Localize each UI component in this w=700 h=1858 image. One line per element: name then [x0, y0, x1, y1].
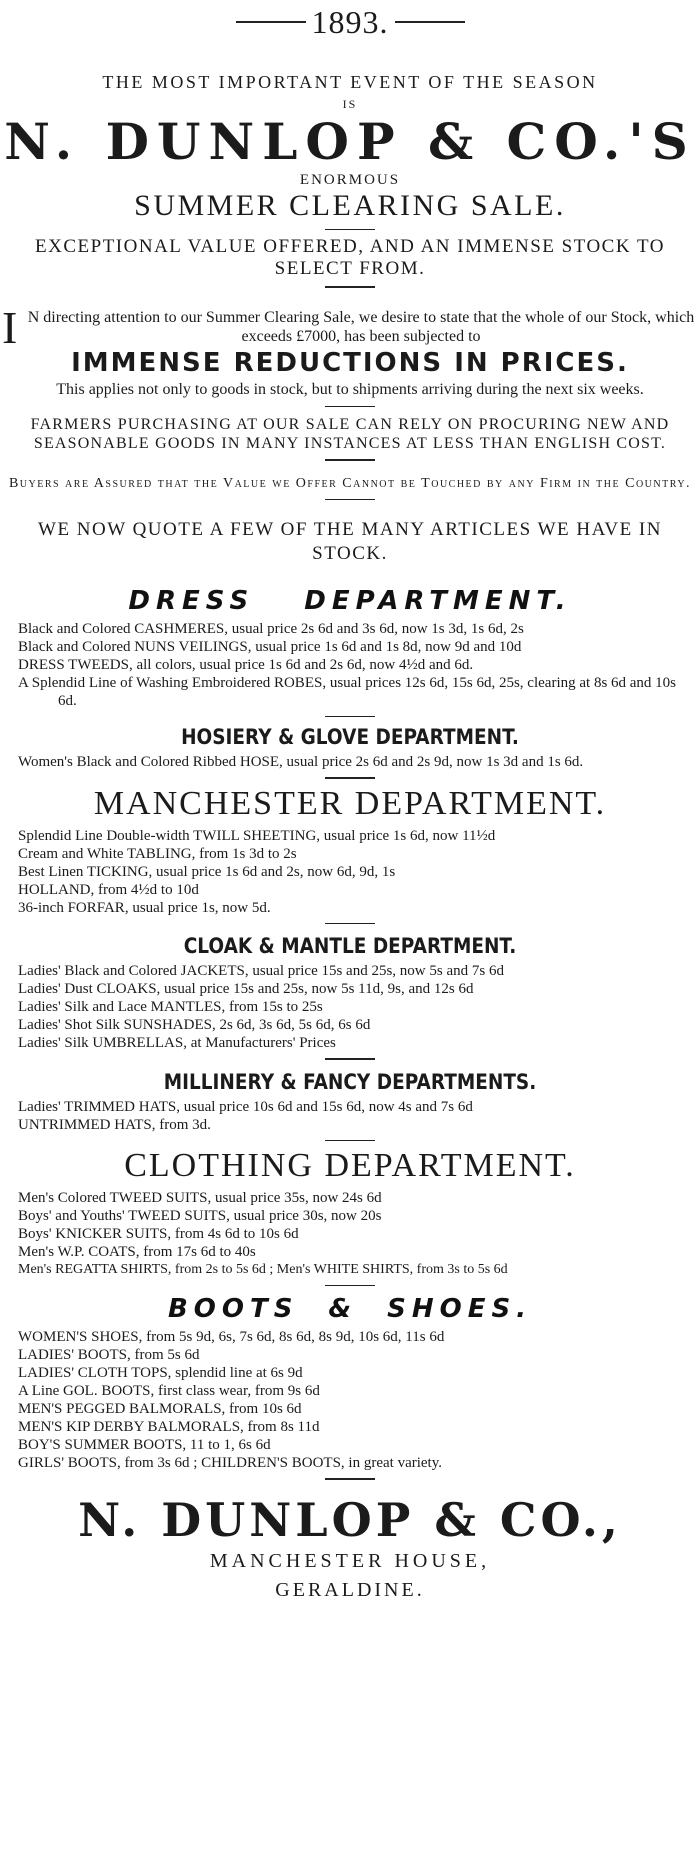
divider — [325, 406, 375, 407]
hosiery-items — [0, 753, 700, 771]
farmers-text: FARMERS PURCHASING AT OUR SALE CAN RELY ON PROCURING NEW AND SEASONABLE GOODS IN MANY INSTANCES AT LESS THAN ENGLISH COST. — [30, 416, 670, 453]
list-item: Cream and White TABLING, from 1s 3d to 2s — [18, 845, 297, 862]
hosiery-department — [0, 725, 700, 771]
list-item: Ladies' Shot Silk SUNSHADES, 2s 6d, 3s 6d, 5s 6d, 6s 6d — [18, 1017, 371, 1034]
divider — [325, 777, 375, 778]
drop-cap: I — [2, 301, 18, 353]
enormous-line: ENORMOUS — [299, 172, 401, 188]
clothing-items — [0, 1189, 700, 1279]
intro-text: N directing attention to our Summer Clearing Sale, we desire to state that the whole of our Stock, which exceeds £7000, has been subjected to — [27, 308, 695, 345]
footer-house-name: MANCHESTER HOUSE, — [209, 1549, 491, 1572]
list-item: Ladies' Black and Colored JACKETS, usual price 15s and 25s, now 5s and 7s 6d — [18, 963, 504, 980]
list-item: Black and Colored NUNS VEILINGS, usual price 1s 6d and 1s 8d, now 9d and 10d — [18, 638, 522, 655]
year-rule-left — [236, 21, 306, 22]
divider — [325, 286, 375, 287]
list-item: Splendid Line Double-width TWILL SHEETING, usual price 1s 6d, now 11½d — [18, 827, 496, 844]
manchester-department-heading: MANCHESTER DEPARTMENT. — [93, 784, 607, 822]
divider — [325, 1058, 375, 1059]
list-item: Men's REGATTA SHIRTS, from 2s to 5s 6d ; Men's WHITE SHIRTS, from 3s to 5s 6d — [18, 1261, 508, 1277]
year-text: 1893. — [311, 3, 389, 40]
lead-line: THE MOST IMPORTANT EVENT OF THE SEASON — [102, 72, 598, 92]
list-item: MEN'S PEGGED BALMORALS, from 10s 6d — [18, 1401, 302, 1418]
list-item: Black and Colored CASHMERES, usual price 2s 6d and 3s 6d, now 1s 3d, 1s 6d, 2s — [18, 620, 524, 637]
manchester-department — [0, 785, 700, 917]
list-item: Best Linen TICKING, usual price 1s 6d and 2s, now 6d, 9d, 1s — [18, 863, 396, 880]
list-item: Men's W.P. COATS, from 17s 6d to 40s — [18, 1243, 256, 1260]
list-item: 36-inch FORFAR, usual price 1s, now 5d. — [18, 899, 271, 916]
millinery-items — [0, 1098, 700, 1134]
list-item: A Line GOL. BOOTS, first class wear, from 9s 6d — [18, 1383, 320, 1400]
cloak-department — [0, 934, 700, 1052]
list-item: Ladies' Silk UMBRELLAS, at Manufacturers' Prices — [18, 1035, 336, 1052]
buyers-text: Buyers are Assured that the Value we Offer Cannot be Touched by any Firm in the Country. — [8, 475, 692, 491]
cloak-department-heading: CLOAK & MANTLE DEPARTMENT. — [183, 934, 517, 959]
clothing-department-heading: CLOTHING DEPARTMENT. — [124, 1146, 576, 1184]
list-item: Ladies' Silk and Lace MANTLES, from 15s to 25s — [18, 999, 323, 1016]
list-item: BOY'S SUMMER BOOTS, 11 to 1, 6s 6d — [18, 1437, 271, 1454]
list-item: GIRLS' BOOTS, from 3s 6d ; CHILDREN'S BOOTS, in great variety. — [18, 1455, 442, 1472]
divider — [325, 499, 375, 500]
list-item: Ladies' Dust CLOAKS, usual price 15s and 25s, now 5s 11d, 9s, and 12s 6d — [18, 981, 474, 998]
list-item: HOLLAND, from 4½d to 10d — [18, 881, 199, 898]
list-item: Women's Black and Colored Ribbed HOSE, usual price 2s 6d and 2s 9d, now 1s 3d and 1s 6d. — [18, 754, 584, 771]
dress-department-heading — [0, 586, 700, 616]
immense-reductions-heading: IMMENSE REDUCTIONS IN PRICES. — [71, 347, 629, 378]
year-rule-right — [395, 21, 465, 22]
dress-department — [0, 586, 700, 710]
list-item: Boys' and Youths' TWEED SUITS, usual price 30s, now 20s — [18, 1207, 382, 1224]
clothing-department — [0, 1147, 700, 1279]
list-item: Boys' KNICKER SUITS, from 4s 6d to 10s 6d — [18, 1225, 299, 1242]
list-item: DRESS TWEEDS, all colors, usual price 1s 6d and 2s 6d, now 4½d and 6d. — [18, 656, 474, 673]
boots-heading-word-2: SHOES. — [387, 1294, 533, 1325]
dress-items — [0, 620, 700, 710]
boots-items — [0, 1328, 700, 1472]
boots-department — [0, 1294, 700, 1472]
divider — [325, 1140, 375, 1141]
divider — [325, 923, 375, 924]
list-item: Men's Colored TWEED SUITS, usual price 35s, now 24s 6d — [18, 1189, 382, 1206]
divider — [325, 1478, 375, 1479]
footer-firm-name: N. DUNLOP & CO., — [78, 1492, 622, 1547]
applies-text: This applies not only to goods in stock, but to shipments arriving during the next six weeks. — [56, 380, 644, 398]
cloak-items — [0, 962, 700, 1052]
list-item: MEN'S KIP DERBY BALMORALS, from 8s 11d — [18, 1419, 320, 1436]
divider — [325, 716, 375, 717]
hosiery-department-heading: HOSIERY & GLOVE DEPARTMENT. — [181, 725, 519, 750]
divider — [325, 229, 375, 230]
boots-heading-ampersand: & — [328, 1294, 358, 1325]
dress-heading-word-1: DRESS — [128, 585, 255, 616]
divider — [325, 459, 375, 460]
we-now-quote-text: WE NOW QUOTE A FEW OF THE MANY ARTICLES WE HAVE IN STOCK. — [38, 518, 662, 564]
exceptional-value-text: EXCEPTIONAL VALUE OFFERED, AND AN IMMENSE STOCK TO SELECT FROM. — [35, 236, 665, 280]
list-item: LADIES' BOOTS, from 5s 6d — [18, 1347, 200, 1364]
list-item: WOMEN'S SHOES, from 5s 9d, 6s, 7s 6d, 8s 6d, 8s 9d, 10s 6d, 11s 6d — [18, 1329, 445, 1346]
millinery-department — [0, 1070, 700, 1134]
list-item: UNTRIMMED HATS, from 3d. — [18, 1116, 211, 1133]
millinery-department-heading: MILLINERY & FANCY DEPARTMENTS. — [163, 1069, 537, 1094]
firm-name: N. DUNLOP & CO.'S — [4, 112, 696, 171]
boots-department-heading — [0, 1294, 700, 1324]
is-line: IS — [342, 97, 358, 111]
divider — [325, 1285, 375, 1286]
boots-heading-word-1: BOOTS — [167, 1294, 299, 1325]
manchester-items — [0, 827, 700, 917]
footer-town-name: GERALDINE. — [275, 1578, 425, 1601]
list-item: A Splendid Line of Washing Embroidered ROBES, usual prices 12s 6d, 15s 6d, 25s, clearing at 8s 6d and 10s 6d. — [18, 674, 677, 709]
sale-title: SUMMER CLEARING SALE. — [134, 189, 566, 222]
year-heading — [0, 0, 700, 40]
list-item: Ladies' TRIMMED HATS, usual price 10s 6d and 15s 6d, now 4s and 7s 6d — [18, 1098, 473, 1115]
dress-heading-word-2: DEPARTMENT. — [304, 585, 572, 616]
intro-paragraph — [0, 301, 700, 353]
list-item: LADIES' CLOTH TOPS, splendid line at 6s 9d — [18, 1365, 303, 1382]
